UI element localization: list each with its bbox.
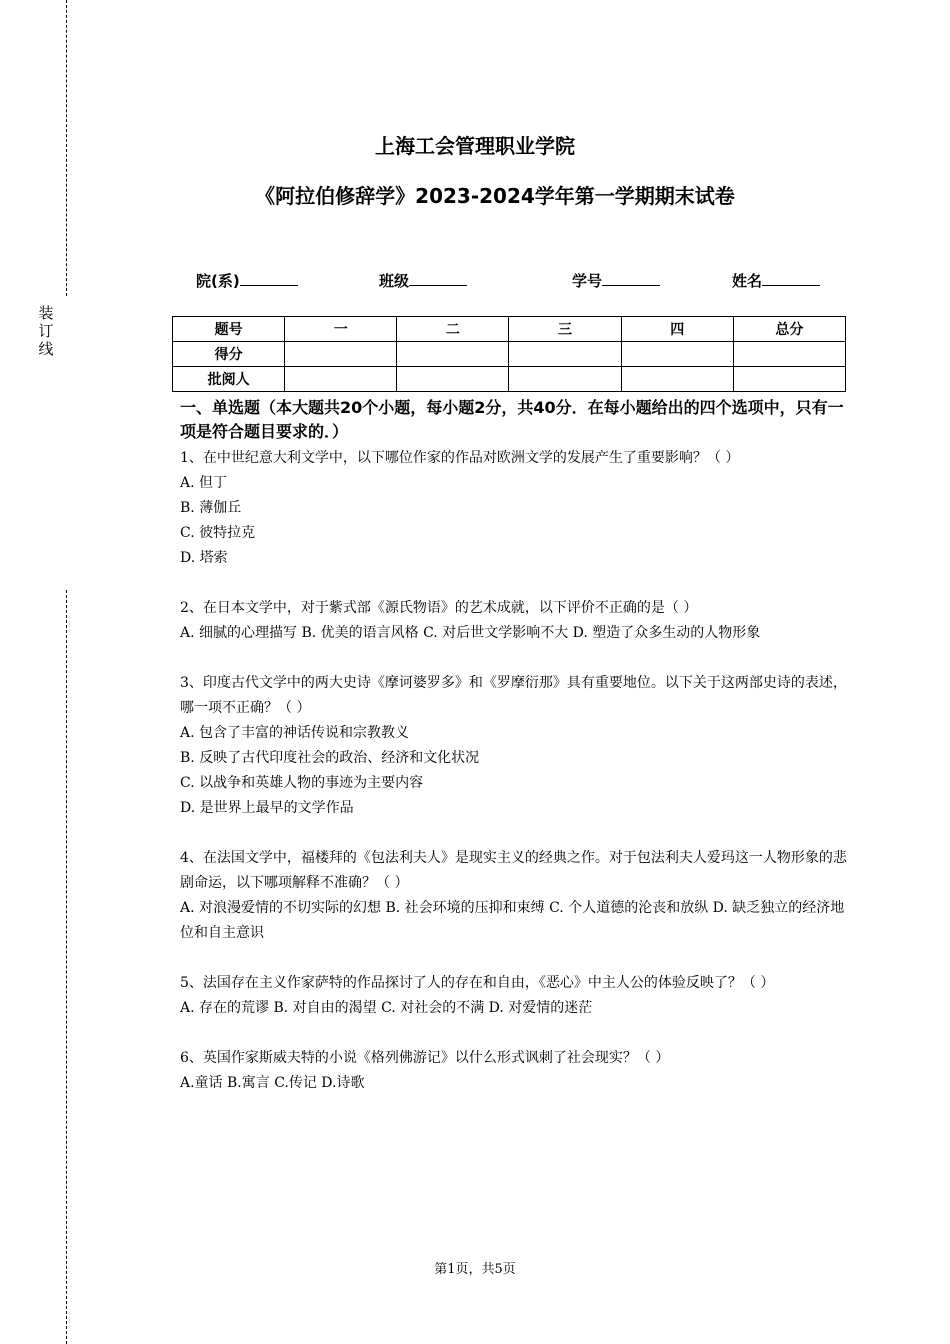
class-field[interactable] <box>379 270 467 291</box>
score-header-cell: 题号 <box>173 317 285 342</box>
student-id-blank[interactable] <box>602 271 660 286</box>
score-header-cell: 二 <box>397 317 509 342</box>
question-stem: 5、法国存在主义作家萨特的作品探讨了人的存在和自由，《恶心》中主人公的体验反映了？（ ） <box>180 975 775 991</box>
question-options-inline[interactable]: A. 对浪漫爱情的不切实际的幻想 B. 社会环境的压抑和束缚 C. 个人道德的沦丧和放纵 D. 缺乏独立的经济地位和自主意识 <box>180 900 845 941</box>
score-cell[interactable] <box>509 367 621 392</box>
class-label: 班级 <box>379 272 410 290</box>
question-3 <box>180 671 850 821</box>
score-cell[interactable] <box>621 367 733 392</box>
question-5 <box>180 971 850 1021</box>
binding-char: 装 <box>38 304 54 322</box>
score-table-header-row <box>173 317 846 342</box>
question-4 <box>180 846 850 946</box>
score-cell[interactable] <box>285 367 397 392</box>
binding-label <box>37 304 55 358</box>
exam-title: 《阿拉伯修辞学》2023-2024学年第一学期期末试卷 <box>255 184 735 208</box>
score-cell[interactable] <box>621 342 733 367</box>
score-cell[interactable] <box>285 342 397 367</box>
score-table-row <box>173 342 846 367</box>
question-1 <box>180 446 850 571</box>
question-stem: 4、在法国文学中，福楼拜的《包法利夫人》是现实主义的经典之作。对于包法利夫人爱玛这一人物形象的悲剧命运，以下哪项解释不准确？（ ） <box>180 850 847 891</box>
question-options-inline[interactable]: A.童话 B.寓言 C.传记 D.诗歌 <box>180 1075 365 1091</box>
department-field[interactable] <box>196 270 298 291</box>
question-stem: 1、在中世纪意大利文学中，以下哪位作家的作品对欧洲文学的发展产生了重要影响？（ ） <box>180 450 740 466</box>
school-title: 上海工会管理职业学院 <box>375 134 575 158</box>
class-blank[interactable] <box>409 271 467 286</box>
score-table <box>172 316 846 392</box>
name-field[interactable] <box>732 270 820 291</box>
score-cell[interactable] <box>733 367 845 392</box>
spacer <box>180 646 850 671</box>
binding-char: 订 <box>38 322 54 340</box>
question-stem: 2、在日本文学中，对于紫式部《源氏物语》的艺术成就，以下评价不正确的是（ ） <box>180 600 698 616</box>
student-info-row <box>0 270 950 292</box>
question-options-inline[interactable]: A. 存在的荒谬 B. 对自由的渴望 C. 对社会的不满 D. 对爱情的迷茫 <box>180 1000 593 1016</box>
question-options-inline[interactable]: A. 细腻的心理描写 B. 优美的语言风格 C. 对后世文学影响不大 D. 塑造了众多生动的人物形象 <box>180 625 761 641</box>
question-option[interactable]: D. 是世界上最早的文学作品 <box>180 800 354 816</box>
score-cell[interactable] <box>397 367 509 392</box>
score-header-cell: 一 <box>285 317 397 342</box>
score-cell[interactable] <box>397 342 509 367</box>
score-header-cell: 总分 <box>733 317 845 342</box>
score-header-cell: 四 <box>621 317 733 342</box>
question-option[interactable]: C. 以战争和英雄人物的事迹为主要内容 <box>180 775 424 791</box>
name-blank[interactable] <box>762 271 820 286</box>
binding-line-bottom <box>66 590 67 1344</box>
spacer <box>180 821 850 846</box>
student-id-field[interactable] <box>572 270 660 291</box>
score-row-label: 得分 <box>173 342 285 367</box>
score-cell[interactable] <box>733 342 845 367</box>
spacer <box>180 1021 850 1046</box>
score-table-row <box>173 367 846 392</box>
question-option[interactable]: A. 包含了丰富的神话传说和宗教教义 <box>180 725 410 741</box>
exam-content <box>180 396 850 1096</box>
spacer <box>180 946 850 971</box>
binding-char: 线 <box>38 340 54 358</box>
question-stem: 3、印度古代文学中的两大史诗《摩诃婆罗多》和《罗摩衍那》具有重要地位。以下关于这两部史诗的表述，哪一项不正确？（ ） <box>180 675 847 716</box>
question-stem: 6、英国作家斯威夫特的小说《格列佛游记》以什么形式讽刺了社会现实？（ ） <box>180 1050 670 1066</box>
question-option[interactable]: B. 反映了古代印度社会的政治、经济和文化状况 <box>180 750 480 766</box>
score-header-cell: 三 <box>509 317 621 342</box>
page-footer: 第1页，共5页 <box>434 1262 516 1277</box>
question-6 <box>180 1046 850 1096</box>
section-title: 一、单选题（本大题共20个小题，每小题2分，共40分．在每小题给出的四个选项中，只有一项是符合题目要求的．） <box>180 398 844 441</box>
department-label: 院(系) <box>196 272 240 290</box>
department-blank[interactable] <box>240 271 298 286</box>
name-label: 姓名 <box>732 272 763 290</box>
score-cell[interactable] <box>509 342 621 367</box>
question-option[interactable]: A. 但丁 <box>180 475 228 491</box>
question-option[interactable]: C. 彼特拉克 <box>180 525 256 541</box>
question-2 <box>180 596 850 646</box>
question-option[interactable]: B. 薄伽丘 <box>180 500 242 516</box>
spacer <box>180 571 850 596</box>
score-row-label: 批阅人 <box>173 367 285 392</box>
question-option[interactable]: D. 塔索 <box>180 550 228 566</box>
student-id-label: 学号 <box>572 272 603 290</box>
